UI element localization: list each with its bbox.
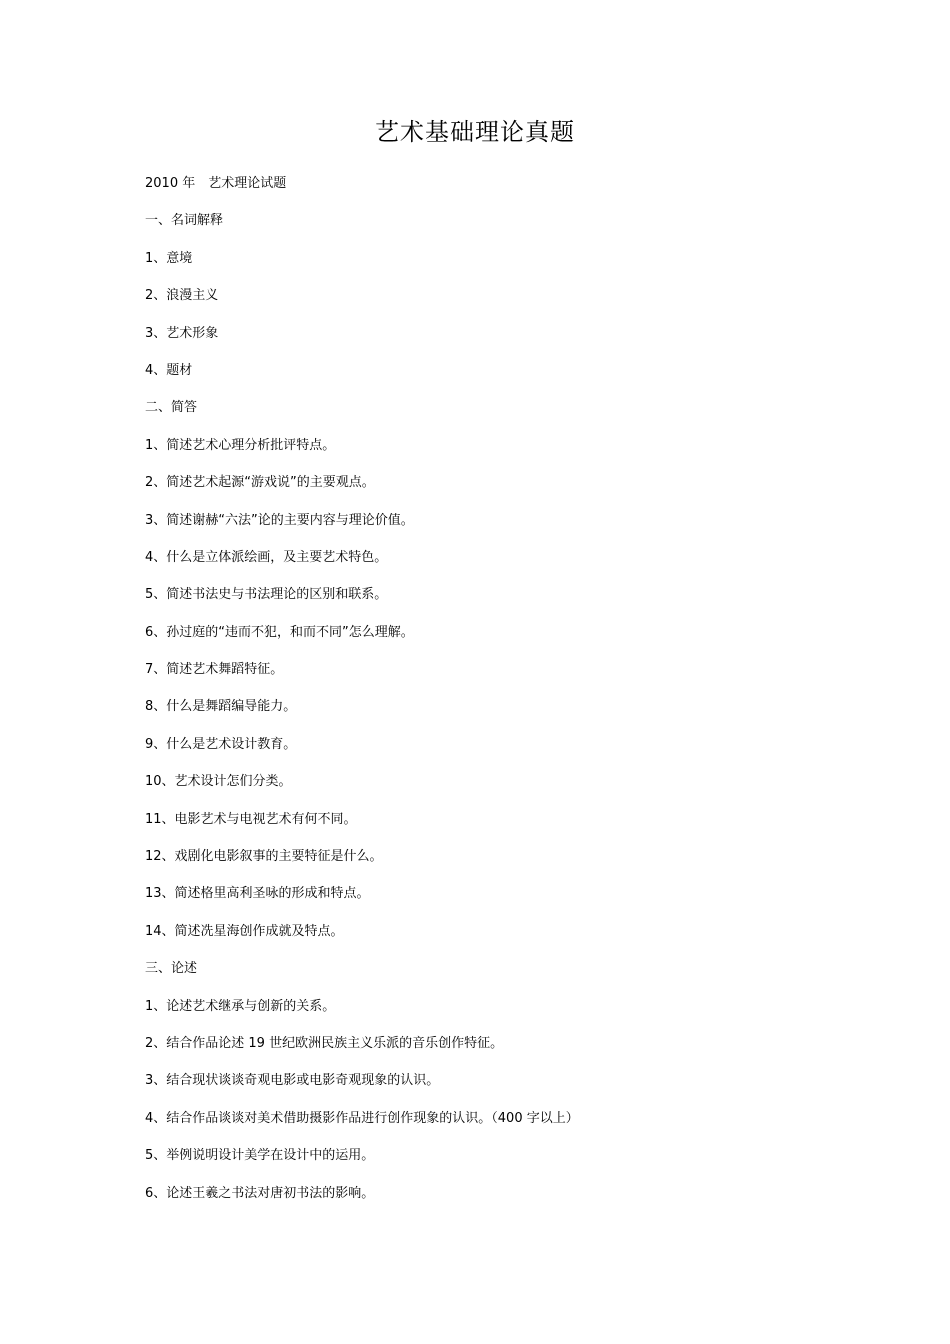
list-item: 1、意境	[145, 250, 193, 266]
section-heading: 二、简答	[145, 400, 198, 416]
list-item: 6、论述王羲之书法对唐初书法的影响。	[145, 1185, 375, 1201]
list-item: 5、简述书法史与书法理论的区别和联系。	[145, 587, 388, 603]
list-item: 6、孙过庭的“违而不犯，和而不同”怎么理解。	[145, 624, 414, 640]
section-heading: 三、论述	[145, 961, 198, 977]
list-item: 10、艺术设计怎们分类。	[145, 774, 292, 790]
section-heading: 一、名词解释	[145, 213, 224, 229]
list-item: 3、简述谢赫“六法”论的主要内容与理论价值。	[145, 512, 414, 528]
list-item: 4、题材	[145, 362, 193, 378]
list-item: 2、浪漫主义	[145, 288, 219, 304]
document-body	[145, 172, 825, 1219]
list-item: 1、论述艺术继承与创新的关系。	[145, 998, 336, 1014]
document-title: 艺术基础理论真题	[375, 118, 575, 146]
list-item: 4、什么是立体派绘画，及主要艺术特色。	[145, 549, 388, 565]
list-item: 5、举例说明设计美学在设计中的运用。	[145, 1148, 375, 1164]
list-item: 2、简述艺术起源“游戏说”的主要观点。	[145, 475, 375, 491]
list-item: 1、简述艺术心理分析批评特点。	[145, 437, 336, 453]
list-item: 3、结合现状谈谈奇观电影或电影奇观现象的认识。	[145, 1073, 440, 1089]
list-item: 4、结合作品谈谈对美术借助摄影作品进行创作现象的认识。（400 字以上）	[145, 1110, 579, 1126]
list-item: 11、电影艺术与电视艺术有何不同。	[145, 811, 357, 827]
list-item: 9、什么是艺术设计教育。	[145, 736, 297, 752]
exam-subtitle: 2010 年 艺术理论试题	[145, 176, 287, 191]
list-item: 14、简述冼星海创作成就及特点。	[145, 923, 344, 939]
list-item: 8、什么是舞蹈编导能力。	[145, 699, 297, 715]
list-item: 13、简述格里高利圣咏的形成和特点。	[145, 886, 370, 902]
list-item: 3、艺术形象	[145, 325, 219, 341]
list-item: 12、戏剧化电影叙事的主要特征是什么。	[145, 849, 383, 865]
list-item: 2、结合作品论述 19 世纪欧洲民族主义乐派的音乐创作特征。	[145, 1035, 504, 1051]
list-item: 7、简述艺术舞蹈特征。	[145, 662, 284, 678]
